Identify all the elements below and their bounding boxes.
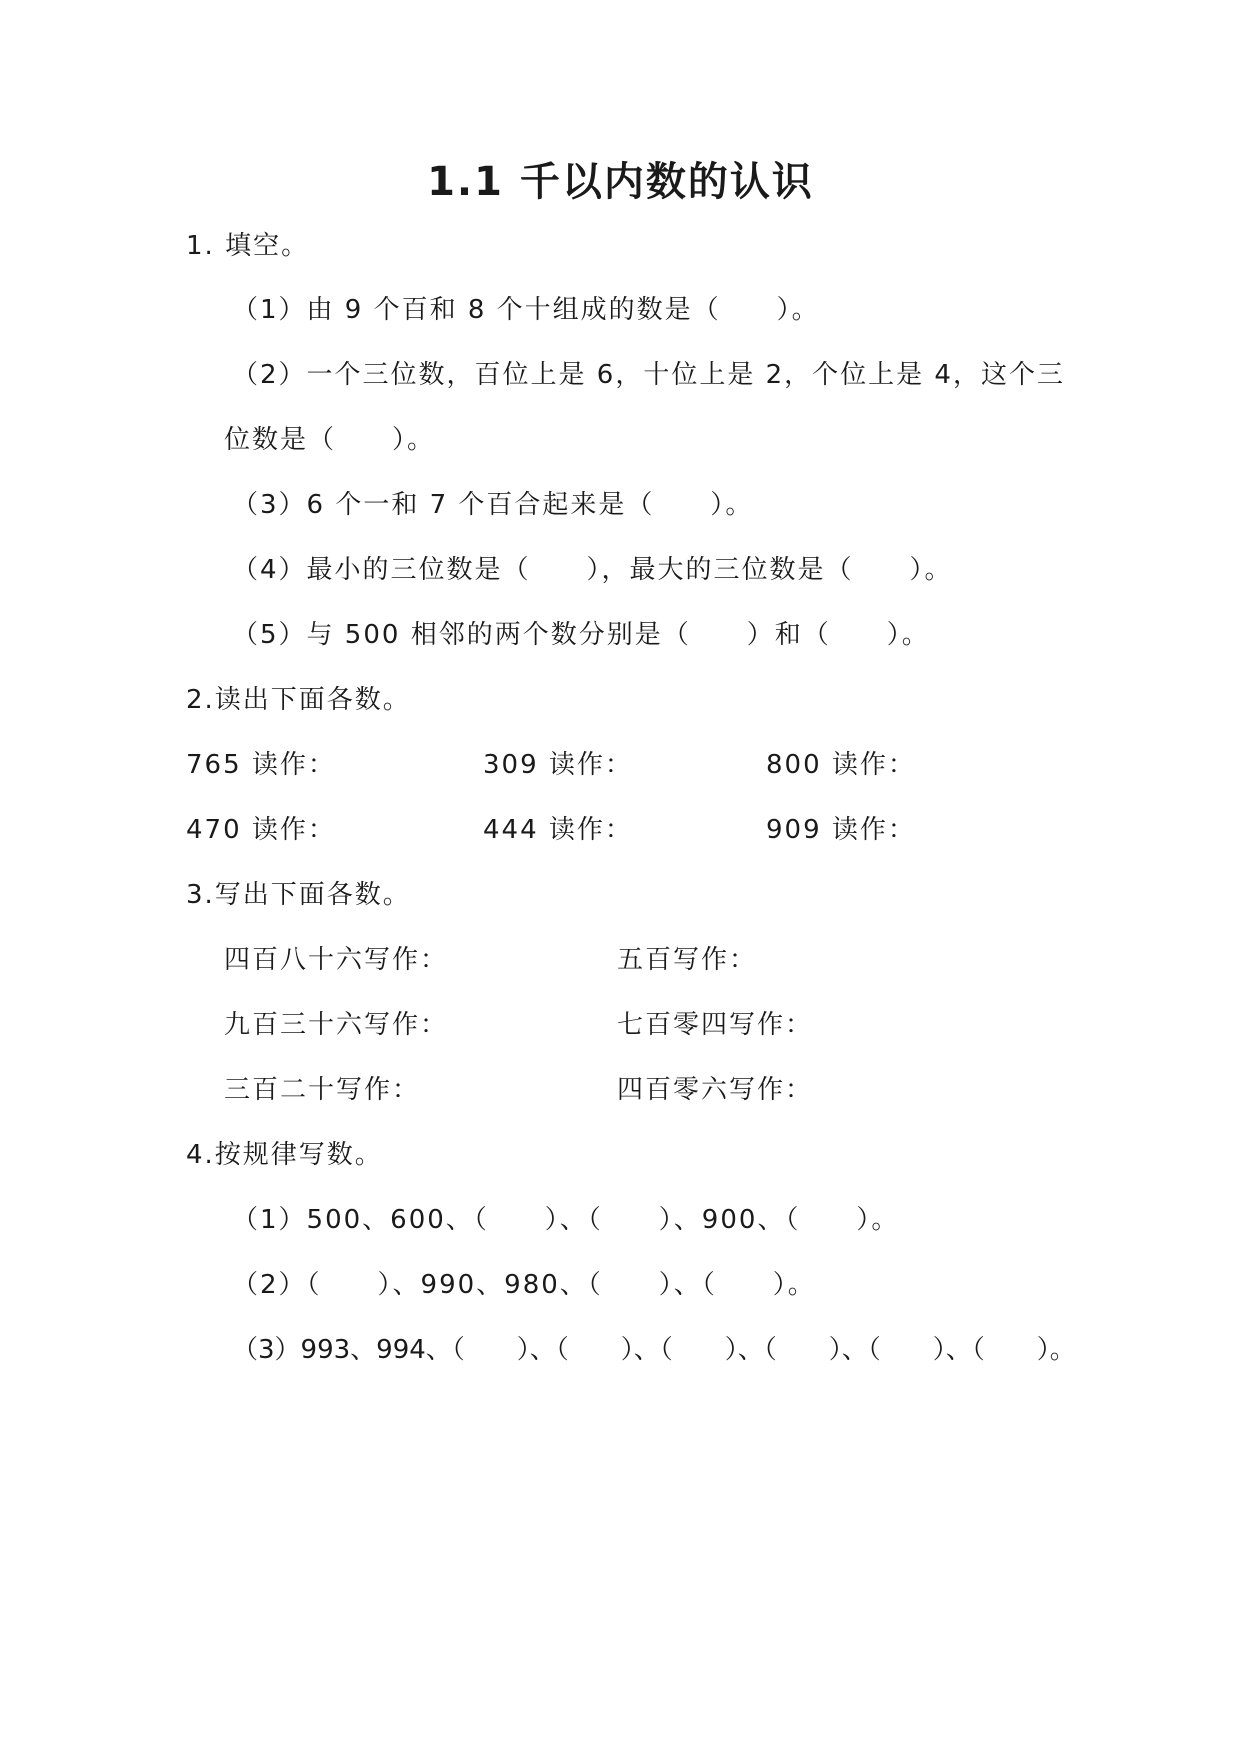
q1-item-3: （3）6 个一和 7 个百合起来是（ ）。 [232, 490, 754, 520]
q2-cell-2-2: 444 读作： [483, 815, 633, 845]
q3-cell-2-2: 七百零四写作： [617, 1010, 814, 1040]
q4-item-2: （2）（ ）、990、980、（ ）、（ ）。 [232, 1270, 816, 1300]
q1-item-2-continued: 位数是（ ）。 [224, 425, 436, 455]
q1-heading: 1. 填空。 [186, 231, 310, 261]
q2-cell-1-3: 800 读作： [766, 750, 916, 780]
q3-heading: 3.写出下面各数。 [186, 880, 411, 910]
q2-heading: 2.读出下面各数。 [186, 685, 411, 715]
q4-item-1: （1）500、600、（ ）、（ ）、900、（ ）。 [232, 1205, 900, 1235]
q2-cell-2-3: 909 读作： [766, 815, 916, 845]
q1-item-5: （5）与 500 相邻的两个数分别是（ ）和（ ）。 [232, 620, 930, 650]
page-title: 1.1 千以内数的认识 [427, 159, 814, 205]
q3-cell-1-2: 五百写作： [617, 945, 758, 975]
q4-item-3: （3）993、994、（ ）、（ ）、（ ）、（ ）、（ ）、（ ）。 [232, 1335, 1076, 1365]
q3-cell-1-1: 四百八十六写作： [224, 945, 449, 975]
q2-cell-1-2: 309 读作： [483, 750, 633, 780]
q1-item-2: （2）一个三位数，百位上是 6，十位上是 2，个位上是 4，这个三 [232, 360, 1065, 390]
q3-cell-2-1: 九百三十六写作： [224, 1010, 449, 1040]
q3-cell-3-2: 四百零六写作： [617, 1075, 814, 1105]
q1-item-1: （1）由 9 个百和 8 个十组成的数是（ ）。 [232, 295, 820, 325]
q1-item-4: （4）最小的三位数是（ ），最大的三位数是（ ）。 [232, 555, 953, 585]
q4-heading: 4.按规律写数。 [186, 1140, 383, 1170]
q3-cell-3-1: 三百二十写作： [224, 1075, 421, 1105]
q2-cell-1-1: 765 读作： [186, 750, 336, 780]
q2-cell-2-1: 470 读作： [186, 815, 336, 845]
